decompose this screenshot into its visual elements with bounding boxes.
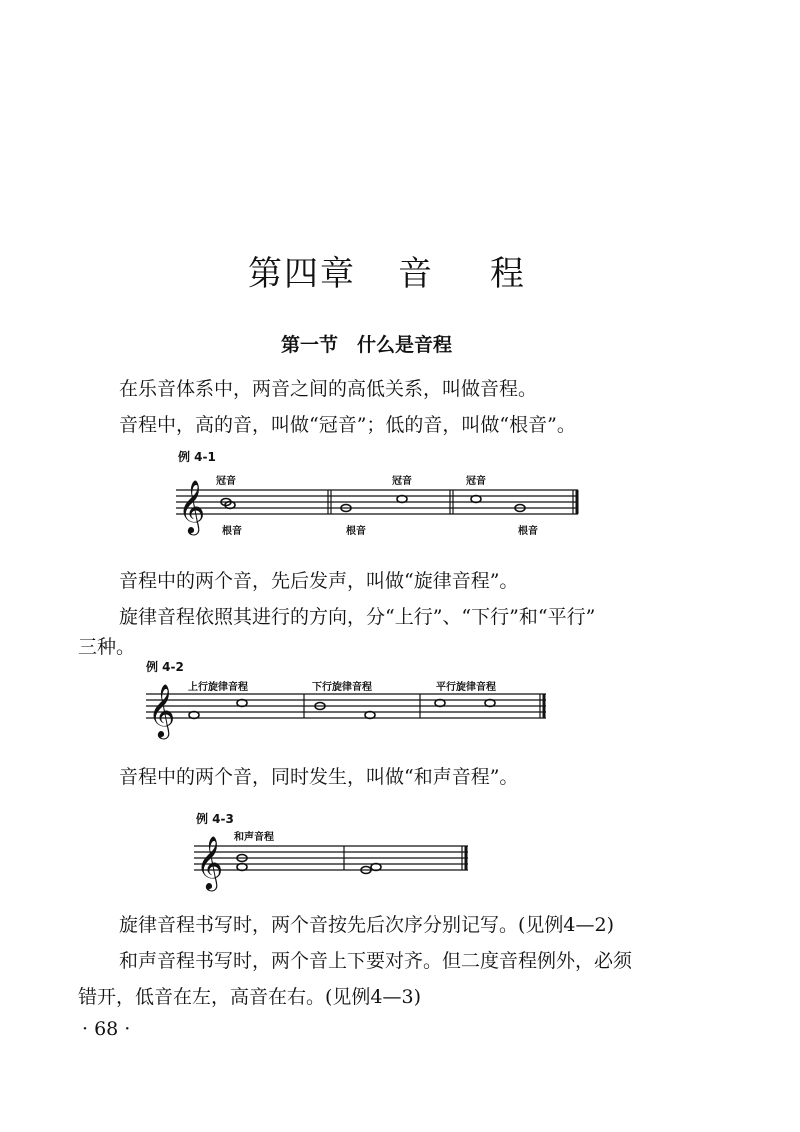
- ex1-upper-label-3: 冠音: [466, 476, 486, 487]
- example-4-2-label: 例 4-2: [146, 660, 184, 674]
- chapter-title-part1: 第四章: [248, 254, 356, 294]
- treble-clef-icon: 𝄞: [178, 479, 206, 533]
- paragraph-4-cont: 三种。: [78, 636, 136, 658]
- paragraph-2: 音程中，高的音，叫做“冠音”；低的音，叫做“根音”。: [119, 414, 576, 436]
- ex1-upper-label-2: 冠音: [392, 476, 412, 487]
- ex1-upper-label-1: 冠音: [216, 476, 236, 487]
- ex1-lower-label-1: 根音: [222, 526, 242, 537]
- paragraph-7: 和声音程书写时，两个音上下要对齐。但二度音程例外，必须: [119, 950, 633, 972]
- ex1-lower-label-3: 根音: [518, 526, 538, 537]
- treble-clef-icon: 𝄞: [148, 683, 176, 737]
- paragraph-1: 在乐音体系中，两音之间的高低关系，叫做音程。: [119, 378, 538, 400]
- ex3-label-1: 和声音程: [234, 832, 274, 843]
- page-number: · 68 ·: [82, 1018, 131, 1040]
- treble-clef-icon: 𝄞: [196, 835, 224, 889]
- paragraph-5: 音程中的两个音，同时发生，叫做“和声音程”。: [119, 766, 519, 788]
- example-4-1-label: 例 4-1: [178, 450, 216, 464]
- section-title: 第一节 什么是音程: [281, 334, 453, 356]
- ex2-label-1: 上行旋律音程: [188, 682, 248, 693]
- chapter-title-part3: 程: [490, 254, 526, 294]
- chapter-title: [248, 246, 526, 295]
- paragraph-3: 音程中的两个音，先后发声，叫做“旋律音程”。: [119, 570, 519, 592]
- paragraph-7-cont: 错开，低音在左，高音在右。(见例4—3): [78, 986, 422, 1008]
- paragraph-6: 旋律音程书写时，两个音按先后次序分别记写。(见例4—2): [119, 914, 615, 936]
- ex2-label-2: 下行旋律音程: [312, 682, 372, 693]
- paragraph-4: 旋律音程依照其进行的方向，分“上行”、“下行”和“平行”: [119, 606, 596, 628]
- ex1-lower-label-2: 根音: [346, 526, 366, 537]
- example-4-3-label: 例 4-3: [196, 812, 234, 826]
- ex2-label-3: 平行旋律音程: [436, 682, 496, 693]
- chapter-title-part2: 音: [398, 254, 434, 294]
